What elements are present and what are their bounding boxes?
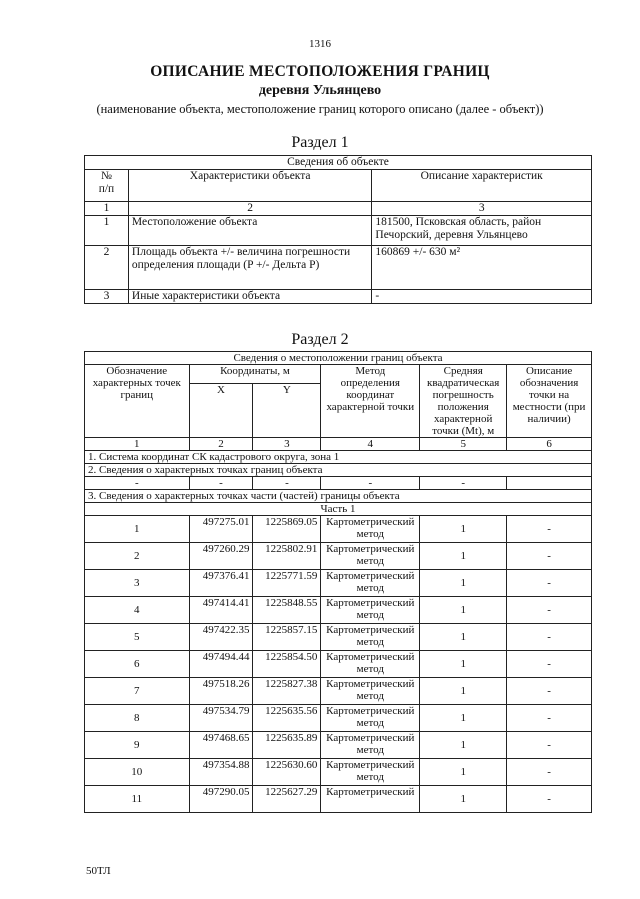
object-name-note: (наименование объекта, местоположение границ которого описано (далее - объект)) — [96, 102, 544, 116]
point-y-cell: 1225848.55 — [253, 597, 321, 624]
coordinate-system-line: 1. Система координат СК кадастрового округа, зона 1 — [85, 451, 592, 464]
point-method-cell: Картометрический метод — [321, 516, 420, 543]
point-mt-cell: 1 — [420, 570, 507, 597]
table-row — [85, 516, 592, 543]
point-desc-cell: - — [507, 759, 592, 786]
point-desc-cell: - — [507, 732, 592, 759]
point-n-cell: 10 — [85, 759, 190, 786]
point-method-cell: Картометрический метод — [321, 597, 420, 624]
point-y-cell: 1225627.29 — [253, 786, 321, 813]
point-x-cell: 497376.41 — [189, 570, 253, 597]
document-title: ОПИСАНИЕ МЕСТОПОЛОЖЕНИЯ ГРАНИЦ — [150, 63, 490, 80]
table-row — [85, 597, 592, 624]
point-desc-cell: - — [507, 597, 592, 624]
boundary-points-table — [84, 351, 592, 813]
point-y-cell: 1225771.59 — [253, 570, 321, 597]
header-description: Описание характеристик — [372, 170, 592, 202]
point-x-cell: 497534.79 — [189, 705, 253, 732]
point-y-cell: 1225857.15 — [253, 624, 321, 651]
point-x-cell: 497518.26 — [189, 678, 253, 705]
point-y-cell: 1225630.60 — [253, 759, 321, 786]
point-method-cell: Картометрический — [321, 786, 420, 813]
point-mt-cell: 1 — [420, 786, 507, 813]
point-mt-cell: 1 — [420, 597, 507, 624]
point-mt-cell: 1 — [420, 732, 507, 759]
point-desc-cell: - — [507, 570, 592, 597]
table-row — [85, 651, 592, 678]
object-points-line: 2. Сведения о характерных точках границ объекта — [85, 464, 592, 477]
point-n-cell: 1 — [85, 516, 190, 543]
point-desc-cell: - — [507, 516, 592, 543]
part-label: Часть 1 — [85, 503, 592, 516]
point-method-cell: Картометрический метод — [321, 543, 420, 570]
point-desc-cell: - — [507, 678, 592, 705]
point-n-cell: 7 — [85, 678, 190, 705]
point-desc-cell: - — [507, 786, 592, 813]
point-n-cell: 3 — [85, 570, 190, 597]
point-y-cell: 1225635.56 — [253, 705, 321, 732]
point-mt-cell: 1 — [420, 516, 507, 543]
point-mt-cell: 1 — [420, 543, 507, 570]
point-mt-cell: 1 — [420, 624, 507, 651]
col-number: 5 — [420, 438, 507, 451]
point-method-cell: Картометрический метод — [321, 705, 420, 732]
header-x: X — [189, 384, 253, 438]
header-accuracy: Средняя квадратическая погрешность положения характерной точки (Mt), м — [420, 365, 507, 438]
table-row: 2 Площадь объекта +/- величина погрешности определения площади (P +/- Дельта P) 160869 +/- 630 м² — [85, 246, 592, 290]
table-row — [85, 732, 592, 759]
table-row — [85, 759, 592, 786]
point-x-cell: 497354.88 — [189, 759, 253, 786]
header-point-description: Описание обозначения точки на местности (при наличии) — [507, 365, 592, 438]
col-number: 1 — [85, 438, 190, 451]
point-x-cell: 497422.35 — [189, 624, 253, 651]
object-name: деревня Ульянцево — [258, 83, 382, 98]
header-num: № п/п — [85, 170, 129, 202]
table1-caption: Сведения об объекте — [85, 156, 592, 170]
table-row — [85, 705, 592, 732]
table-row — [85, 624, 592, 651]
col-number: 4 — [321, 438, 420, 451]
point-x-cell: 497275.01 — [189, 516, 253, 543]
point-method-cell: Картометрический метод — [321, 678, 420, 705]
point-n-cell: 8 — [85, 705, 190, 732]
point-y-cell: 1225869.05 — [253, 516, 321, 543]
col-number: 1 — [85, 202, 129, 216]
header-method: Метод определения координат характерной точки — [321, 365, 420, 438]
col-number: 2 — [189, 438, 253, 451]
point-n-cell: 11 — [85, 786, 190, 813]
point-x-cell: 497290.05 — [189, 786, 253, 813]
point-x-cell: 497494.44 — [189, 651, 253, 678]
object-info-table — [84, 155, 592, 304]
point-x-cell: 497468.65 — [189, 732, 253, 759]
point-x-cell: 497414.41 — [189, 597, 253, 624]
col-number: 3 — [372, 202, 592, 216]
table-row: 3 Иные характеристики объекта - — [85, 290, 592, 304]
header-coordinates: Координаты, м — [189, 365, 321, 384]
point-y-cell: 1225827.38 — [253, 678, 321, 705]
header-characteristics: Характеристики объекта — [128, 170, 372, 202]
point-y-cell: 1225635.89 — [253, 732, 321, 759]
section1-heading: Раздел 1 — [291, 134, 349, 151]
section2-heading: Раздел 2 — [291, 331, 349, 348]
point-mt-cell: 1 — [420, 678, 507, 705]
point-method-cell: Картометрический метод — [321, 732, 420, 759]
point-desc-cell: - — [507, 705, 592, 732]
point-mt-cell: 1 — [420, 651, 507, 678]
point-method-cell: Картометрический метод — [321, 624, 420, 651]
empty-points-row: - - - - - — [85, 477, 592, 490]
point-method-cell: Картометрический метод — [321, 759, 420, 786]
table-row — [85, 570, 592, 597]
point-n-cell: 4 — [85, 597, 190, 624]
point-desc-cell: - — [507, 624, 592, 651]
header-designation: Обозначение характерных точек границ — [85, 365, 190, 438]
table-row — [85, 543, 592, 570]
point-mt-cell: 1 — [420, 759, 507, 786]
table2-caption: Сведения о местоположении границ объекта — [85, 352, 592, 365]
point-x-cell: 497260.29 — [189, 543, 253, 570]
point-mt-cell: 1 — [420, 705, 507, 732]
point-n-cell: 2 — [85, 543, 190, 570]
header-y: Y — [253, 384, 321, 438]
footer-code: 50ТЛ — [86, 865, 111, 877]
point-desc-cell: - — [507, 543, 592, 570]
table-row: 1 Местоположение объекта 181500, Псковская область, район Печорский, деревня Ульянцево — [85, 216, 592, 246]
parts-points-line: 3. Сведения о характерных точках части (частей) границы объекта — [85, 490, 592, 503]
col-number: 3 — [253, 438, 321, 451]
point-n-cell: 5 — [85, 624, 190, 651]
table-row — [85, 678, 592, 705]
table-row — [85, 786, 592, 813]
point-y-cell: 1225854.50 — [253, 651, 321, 678]
point-desc-cell: - — [507, 651, 592, 678]
point-method-cell: Картометрический метод — [321, 570, 420, 597]
point-method-cell: Картометрический метод — [321, 651, 420, 678]
point-n-cell: 6 — [85, 651, 190, 678]
point-n-cell: 9 — [85, 732, 190, 759]
col-number: 2 — [128, 202, 372, 216]
page-number: 1316 — [309, 38, 331, 50]
point-y-cell: 1225802.91 — [253, 543, 321, 570]
col-number: 6 — [507, 438, 592, 451]
